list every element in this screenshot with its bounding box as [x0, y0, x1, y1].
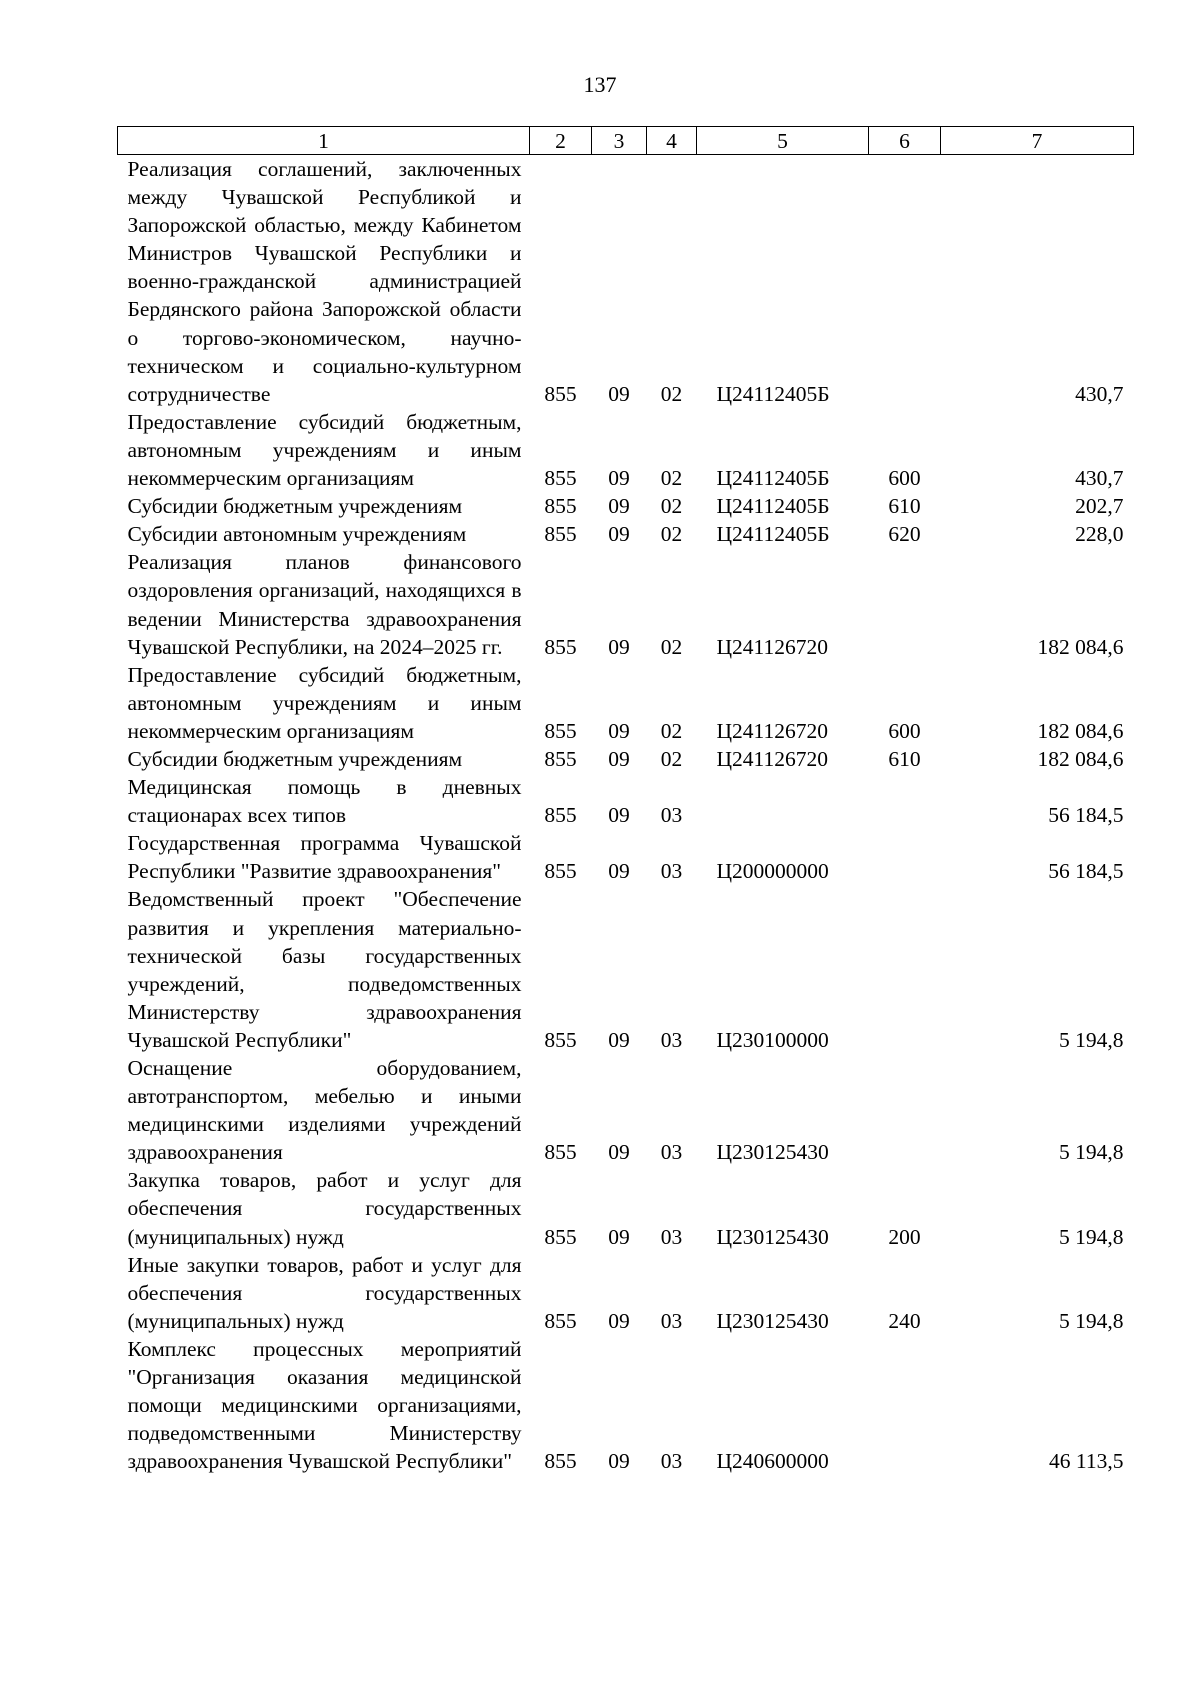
subsection-code: 03: [660, 803, 683, 828]
section-code: 09: [608, 1308, 630, 1333]
ministry-code: 855: [544, 381, 577, 406]
expense-type-code: [869, 1054, 941, 1166]
subsection-code: 03: [660, 1449, 683, 1474]
amount: 56 184,5: [1048, 803, 1124, 828]
expense-type-code: 620: [888, 522, 921, 547]
amount: 182 084,6: [1037, 746, 1124, 771]
ministry-code: 855: [544, 859, 577, 884]
table-row: [118, 155, 1134, 408]
item-name: Предоставление субсидий бюджетным, автономным учреждениям и иным некоммерческим организациям: [127, 662, 522, 743]
target-article-code: Ц230100000: [716, 1027, 829, 1052]
subsection-code: 03: [660, 1308, 683, 1333]
subsection-code: 02: [660, 466, 683, 491]
item-name: Реализация планов финансового оздоровления организаций, находящихся в ведении Министерства здравоохранения Чувашской Республики, на 2024–2025 гг.: [127, 550, 522, 659]
expense-type-code: 610: [888, 494, 921, 519]
section-code: 09: [608, 494, 630, 519]
table-row: [118, 1335, 1134, 1475]
amount: 228,0: [1075, 522, 1124, 547]
amount: 430,7: [1075, 466, 1124, 491]
target-article-code: Ц230125430: [716, 1224, 829, 1249]
table-row: [118, 885, 1134, 1054]
expense-type-code: [869, 885, 941, 1054]
header-cell: 2: [530, 127, 592, 155]
target-article-code: Ц200000000: [716, 859, 829, 884]
header-cell: 5: [697, 127, 869, 155]
item-name: Субсидии автономным учреждениям: [127, 522, 467, 547]
target-article-code: Ц24112405Б: [716, 494, 830, 519]
table-row: [118, 408, 1134, 492]
ministry-code: 855: [544, 718, 577, 743]
budget-table: [117, 126, 1134, 1475]
section-code: 09: [608, 381, 630, 406]
item-name: Ведомственный проект "Обеспечение развития и укрепления материально-технической базы государственных учреждений, подведомственных Министерству здравоохранения Чувашской Республики": [127, 887, 522, 1052]
ministry-code: 855: [544, 1224, 577, 1249]
target-article-code: Ц24112405Б: [716, 466, 830, 491]
item-name: Субсидии бюджетным учреждениям: [127, 746, 463, 771]
ministry-code: 855: [544, 1308, 577, 1333]
ministry-code: 855: [544, 803, 577, 828]
table-row: [118, 829, 1134, 885]
section-code: 09: [608, 466, 630, 491]
expense-type-code: [869, 773, 941, 829]
subsection-code: 02: [660, 634, 683, 659]
subsection-code: 03: [660, 1224, 683, 1249]
item-name: Иные закупки товаров, работ и услуг для обеспечения государственных (муниципальных) нужд: [127, 1252, 522, 1333]
target-article-code: Ц241126720: [716, 718, 828, 743]
header-cell: 7: [941, 127, 1134, 155]
amount: 5 194,8: [1059, 1140, 1124, 1165]
section-code: 09: [608, 803, 630, 828]
header-row: [118, 127, 1134, 155]
target-article-code: Ц241126720: [716, 746, 828, 771]
section-code: 09: [608, 718, 630, 743]
table-row: [118, 773, 1134, 829]
table-row: [118, 745, 1134, 773]
subsection-code: 02: [660, 494, 683, 519]
expense-type-code: 600: [888, 718, 921, 743]
subsection-code: 02: [660, 746, 683, 771]
amount: 202,7: [1075, 494, 1124, 519]
ministry-code: 855: [544, 1027, 577, 1052]
subsection-code: 03: [660, 859, 683, 884]
section-code: 09: [608, 1224, 630, 1249]
subsection-code: 02: [660, 522, 683, 547]
target-article-code: Ц230125430: [716, 1140, 829, 1165]
section-code: 09: [608, 1140, 630, 1165]
target-article-code: Ц24112405Б: [716, 522, 830, 547]
table-row: [118, 548, 1134, 660]
expense-type-code: 610: [888, 746, 921, 771]
expense-type-code: [869, 155, 941, 408]
section-code: 09: [608, 1449, 630, 1474]
table-row: [118, 1054, 1134, 1166]
ministry-code: 855: [544, 746, 577, 771]
amount: 430,7: [1075, 381, 1124, 406]
subsection-code: 03: [660, 1027, 683, 1052]
ministry-code: 855: [544, 522, 577, 547]
target-article-code: [697, 773, 869, 829]
item-name: Закупка товаров, работ и услуг для обеспечения государственных (муниципальных) нужд: [127, 1168, 522, 1249]
table-row: [118, 492, 1134, 520]
table-row: [118, 520, 1134, 548]
item-name: Государственная программа Чувашской Республики "Развитие здравоохранения": [127, 831, 522, 884]
amount: 182 084,6: [1037, 718, 1124, 743]
subsection-code: 02: [660, 718, 683, 743]
amount: 56 184,5: [1048, 859, 1124, 884]
section-code: 09: [608, 522, 630, 547]
header-cell: 3: [592, 127, 647, 155]
ministry-code: 855: [544, 494, 577, 519]
amount: 5 194,8: [1059, 1027, 1124, 1052]
ministry-code: 855: [544, 1449, 577, 1474]
amount: 182 084,6: [1037, 634, 1124, 659]
item-name: Предоставление субсидий бюджетным, автономным учреждениям и иным некоммерческим организациям: [127, 409, 522, 491]
target-article-code: Ц230125430: [716, 1308, 829, 1333]
target-article-code: Ц24112405Б: [716, 381, 830, 406]
target-article-code: Ц240600000: [716, 1449, 829, 1474]
item-name: Медицинская помощь в дневных стационарах всех типов: [127, 775, 522, 828]
section-code: 09: [608, 1027, 630, 1052]
amount: 46 113,5: [1049, 1449, 1124, 1474]
ministry-code: 855: [544, 1140, 577, 1165]
expense-type-code: [869, 1335, 941, 1475]
table-body: [118, 155, 1134, 1476]
item-name: Реализация соглашений, заключенных между Чувашской Республикой и Запорожской областью, между Кабинетом Министров Чувашской Республики и военно-гражданской администрацией Бердянского района Запорожской области о торгово-экономическом, научно-техническом и социально-культурном сотрудничестве: [127, 157, 522, 406]
item-name: Оснащение оборудованием, автотранспортом, мебелью и иными медицинскими изделиями учреждений здравоохранения: [127, 1056, 522, 1165]
expense-type-code: 600: [888, 466, 921, 491]
section-code: 09: [608, 746, 630, 771]
item-name: Субсидии бюджетным учреждениям: [127, 494, 463, 519]
table-row: [118, 661, 1134, 745]
expense-type-code: 200: [888, 1224, 921, 1249]
expense-type-code: 240: [888, 1308, 921, 1333]
target-article-code: Ц241126720: [716, 634, 828, 659]
ministry-code: 855: [544, 466, 577, 491]
expense-type-code: [869, 829, 941, 885]
section-code: 09: [608, 634, 630, 659]
page-number: 137: [583, 72, 617, 97]
amount: 5 194,8: [1059, 1224, 1124, 1249]
item-name: Комплекс процессных мероприятий "Организация оказания медицинской помощи медицинскими организациями, подведомственными Министерству здравоохранения Чувашской Республики": [127, 1336, 522, 1474]
amount: 5 194,8: [1059, 1308, 1124, 1333]
header-cell: 6: [869, 127, 941, 155]
expense-type-code: [869, 548, 941, 660]
table-row: [118, 1166, 1134, 1250]
subsection-code: 02: [660, 381, 683, 406]
subsection-code: 03: [660, 1140, 683, 1165]
header-cell: 4: [647, 127, 697, 155]
header-cell: 1: [118, 127, 530, 155]
ministry-code: 855: [544, 634, 577, 659]
table-row: [118, 1251, 1134, 1335]
section-code: 09: [608, 859, 630, 884]
